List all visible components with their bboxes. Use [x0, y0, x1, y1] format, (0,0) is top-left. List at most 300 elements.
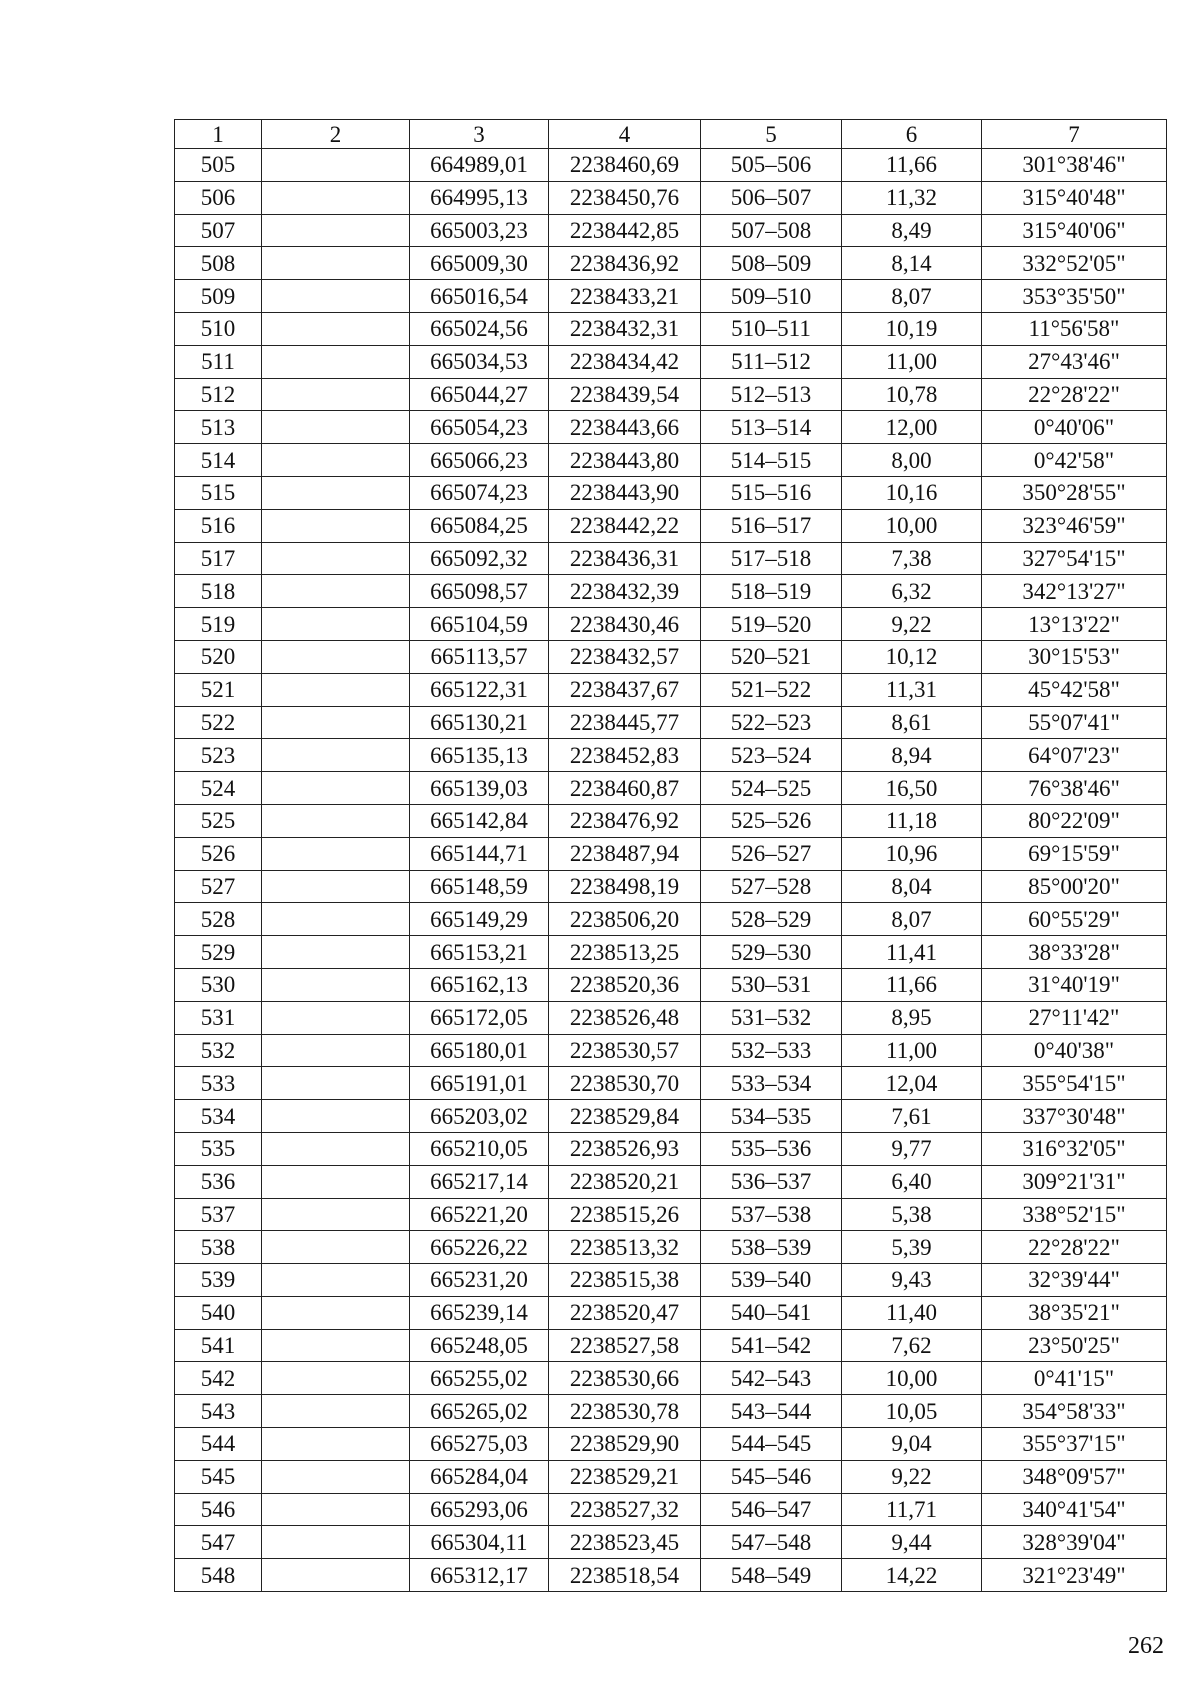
distance-cell: 9,43	[842, 1264, 982, 1297]
point-number-cell: 535	[175, 1132, 262, 1165]
x-coordinate-cell: 665074,23	[410, 476, 549, 509]
distance-cell: 11,00	[842, 1034, 982, 1067]
point-number-cell: 517	[175, 542, 262, 575]
table-row	[175, 772, 1167, 805]
empty-cell-cell	[262, 1100, 410, 1133]
x-coordinate-cell: 665149,29	[410, 903, 549, 936]
distance-cell: 10,16	[842, 476, 982, 509]
x-coordinate-cell: 665122,31	[410, 673, 549, 706]
point-number-cell: 541	[175, 1329, 262, 1362]
table-body	[175, 149, 1167, 1592]
point-number-cell: 542	[175, 1362, 262, 1395]
empty-cell-cell	[262, 444, 410, 477]
distance-cell: 11,66	[842, 968, 982, 1001]
bearing-cell: 350°28'55"	[982, 476, 1167, 509]
empty-cell-cell	[262, 1493, 410, 1526]
x-coordinate-cell: 665284,04	[410, 1460, 549, 1493]
distance-cell: 8,95	[842, 1001, 982, 1034]
segment-cell: 512–513	[701, 378, 842, 411]
distance-cell: 11,31	[842, 673, 982, 706]
x-coordinate-cell: 665226,22	[410, 1231, 549, 1264]
bearing-cell: 13°13'22"	[982, 608, 1167, 641]
segment-cell: 518–519	[701, 575, 842, 608]
distance-cell: 8,04	[842, 870, 982, 903]
coordinates-table-container	[174, 119, 1166, 1592]
empty-cell-cell	[262, 214, 410, 247]
table-row	[175, 476, 1167, 509]
y-coordinate-cell: 2238442,22	[549, 509, 701, 542]
empty-cell-cell	[262, 706, 410, 739]
empty-cell-cell	[262, 280, 410, 313]
y-coordinate-cell: 2238442,85	[549, 214, 701, 247]
coordinates-table	[174, 119, 1167, 1592]
y-coordinate-cell: 2238520,36	[549, 968, 701, 1001]
y-coordinate-cell: 2238452,83	[549, 739, 701, 772]
point-number-cell: 538	[175, 1231, 262, 1264]
bearing-cell: 60°55'29"	[982, 903, 1167, 936]
table-row	[175, 1329, 1167, 1362]
distance-cell: 5,39	[842, 1231, 982, 1264]
point-number-cell: 546	[175, 1493, 262, 1526]
x-coordinate-cell: 665003,23	[410, 214, 549, 247]
column-header: 7	[982, 120, 1167, 149]
x-coordinate-cell: 665113,57	[410, 640, 549, 673]
table-row	[175, 1231, 1167, 1264]
bearing-cell: 76°38'46"	[982, 772, 1167, 805]
table-row	[175, 1296, 1167, 1329]
table-row	[175, 804, 1167, 837]
x-coordinate-cell: 665221,20	[410, 1198, 549, 1231]
bearing-cell: 27°11'42"	[982, 1001, 1167, 1034]
distance-cell: 10,78	[842, 378, 982, 411]
bearing-cell: 32°39'44"	[982, 1264, 1167, 1297]
y-coordinate-cell: 2238520,21	[549, 1165, 701, 1198]
x-coordinate-cell: 665104,59	[410, 608, 549, 641]
x-coordinate-cell: 664989,01	[410, 149, 549, 182]
distance-cell: 7,38	[842, 542, 982, 575]
table-row	[175, 411, 1167, 444]
bearing-cell: 316°32'05"	[982, 1132, 1167, 1165]
table-row	[175, 1034, 1167, 1067]
distance-cell: 10,96	[842, 837, 982, 870]
y-coordinate-cell: 2238433,21	[549, 280, 701, 313]
point-number-cell: 537	[175, 1198, 262, 1231]
point-number-cell: 529	[175, 936, 262, 969]
segment-cell: 511–512	[701, 345, 842, 378]
table-row	[175, 1526, 1167, 1559]
distance-cell: 7,61	[842, 1100, 982, 1133]
empty-cell-cell	[262, 1460, 410, 1493]
segment-cell: 517–518	[701, 542, 842, 575]
distance-cell: 8,14	[842, 247, 982, 280]
point-number-cell: 516	[175, 509, 262, 542]
x-coordinate-cell: 665098,57	[410, 575, 549, 608]
x-coordinate-cell: 665034,53	[410, 345, 549, 378]
table-row	[175, 1001, 1167, 1034]
segment-cell: 525–526	[701, 804, 842, 837]
segment-cell: 541–542	[701, 1329, 842, 1362]
page-number: 262	[1128, 1633, 1164, 1659]
y-coordinate-cell: 2238530,57	[549, 1034, 701, 1067]
segment-cell: 515–516	[701, 476, 842, 509]
point-number-cell: 508	[175, 247, 262, 280]
empty-cell-cell	[262, 1296, 410, 1329]
x-coordinate-cell: 665144,71	[410, 837, 549, 870]
y-coordinate-cell: 2238513,32	[549, 1231, 701, 1264]
distance-cell: 11,00	[842, 345, 982, 378]
y-coordinate-cell: 2238529,21	[549, 1460, 701, 1493]
y-coordinate-cell: 2238430,46	[549, 608, 701, 641]
empty-cell-cell	[262, 378, 410, 411]
x-coordinate-cell: 665153,21	[410, 936, 549, 969]
empty-cell-cell	[262, 739, 410, 772]
x-coordinate-cell: 665203,02	[410, 1100, 549, 1133]
point-number-cell: 525	[175, 804, 262, 837]
segment-cell: 523–524	[701, 739, 842, 772]
bearing-cell: 22°28'22"	[982, 378, 1167, 411]
bearing-cell: 0°41'15"	[982, 1362, 1167, 1395]
segment-cell: 530–531	[701, 968, 842, 1001]
y-coordinate-cell: 2238498,19	[549, 870, 701, 903]
bearing-cell: 315°40'06"	[982, 214, 1167, 247]
x-coordinate-cell: 665130,21	[410, 706, 549, 739]
table-row	[175, 1100, 1167, 1133]
segment-cell: 543–544	[701, 1395, 842, 1428]
point-number-cell: 514	[175, 444, 262, 477]
segment-cell: 533–534	[701, 1067, 842, 1100]
point-number-cell: 530	[175, 968, 262, 1001]
x-coordinate-cell: 665293,06	[410, 1493, 549, 1526]
table-row	[175, 247, 1167, 280]
empty-cell-cell	[262, 312, 410, 345]
empty-cell-cell	[262, 1264, 410, 1297]
empty-cell-cell	[262, 1034, 410, 1067]
empty-cell-cell	[262, 1001, 410, 1034]
y-coordinate-cell: 2238476,92	[549, 804, 701, 837]
segment-cell: 529–530	[701, 936, 842, 969]
distance-cell: 11,40	[842, 1296, 982, 1329]
point-number-cell: 512	[175, 378, 262, 411]
x-coordinate-cell: 665139,03	[410, 772, 549, 805]
segment-cell: 526–527	[701, 837, 842, 870]
distance-cell: 11,18	[842, 804, 982, 837]
y-coordinate-cell: 2238527,58	[549, 1329, 701, 1362]
distance-cell: 5,38	[842, 1198, 982, 1231]
table-row	[175, 1362, 1167, 1395]
point-number-cell: 543	[175, 1395, 262, 1428]
point-number-cell: 526	[175, 837, 262, 870]
table-row	[175, 968, 1167, 1001]
y-coordinate-cell: 2238529,84	[549, 1100, 701, 1133]
empty-cell-cell	[262, 509, 410, 542]
table-row	[175, 1460, 1167, 1493]
x-coordinate-cell: 665009,30	[410, 247, 549, 280]
bearing-cell: 354°58'33"	[982, 1395, 1167, 1428]
distance-cell: 6,40	[842, 1165, 982, 1198]
segment-cell: 528–529	[701, 903, 842, 936]
empty-cell-cell	[262, 1132, 410, 1165]
y-coordinate-cell: 2238506,20	[549, 903, 701, 936]
y-coordinate-cell: 2238450,76	[549, 181, 701, 214]
x-coordinate-cell: 665084,25	[410, 509, 549, 542]
table-row	[175, 509, 1167, 542]
y-coordinate-cell: 2238529,90	[549, 1428, 701, 1461]
bearing-cell: 30°15'53"	[982, 640, 1167, 673]
x-coordinate-cell: 665191,01	[410, 1067, 549, 1100]
bearing-cell: 69°15'59"	[982, 837, 1167, 870]
table-header-row	[175, 120, 1167, 149]
table-row	[175, 608, 1167, 641]
table-row	[175, 542, 1167, 575]
bearing-cell: 55°07'41"	[982, 706, 1167, 739]
bearing-cell: 64°07'23"	[982, 739, 1167, 772]
x-coordinate-cell: 665092,32	[410, 542, 549, 575]
distance-cell: 10,00	[842, 509, 982, 542]
point-number-cell: 519	[175, 608, 262, 641]
distance-cell: 12,04	[842, 1067, 982, 1100]
empty-cell-cell	[262, 575, 410, 608]
empty-cell-cell	[262, 542, 410, 575]
point-number-cell: 539	[175, 1264, 262, 1297]
segment-cell: 521–522	[701, 673, 842, 706]
empty-cell-cell	[262, 1428, 410, 1461]
y-coordinate-cell: 2238434,42	[549, 345, 701, 378]
table-row	[175, 1395, 1167, 1428]
point-number-cell: 520	[175, 640, 262, 673]
y-coordinate-cell: 2238518,54	[549, 1559, 701, 1592]
x-coordinate-cell: 665066,23	[410, 444, 549, 477]
empty-cell-cell	[262, 149, 410, 182]
distance-cell: 8,49	[842, 214, 982, 247]
segment-cell: 540–541	[701, 1296, 842, 1329]
segment-cell: 534–535	[701, 1100, 842, 1133]
table-row	[175, 903, 1167, 936]
distance-cell: 8,00	[842, 444, 982, 477]
point-number-cell: 548	[175, 1559, 262, 1592]
empty-cell-cell	[262, 476, 410, 509]
bearing-cell: 38°35'21"	[982, 1296, 1167, 1329]
segment-cell: 524–525	[701, 772, 842, 805]
empty-cell-cell	[262, 1165, 410, 1198]
bearing-cell: 327°54'15"	[982, 542, 1167, 575]
segment-cell: 537–538	[701, 1198, 842, 1231]
column-header: 6	[842, 120, 982, 149]
distance-cell: 11,32	[842, 181, 982, 214]
y-coordinate-cell: 2238526,93	[549, 1132, 701, 1165]
distance-cell: 10,19	[842, 312, 982, 345]
bearing-cell: 22°28'22"	[982, 1231, 1167, 1264]
bearing-cell: 45°42'58"	[982, 673, 1167, 706]
x-coordinate-cell: 665162,13	[410, 968, 549, 1001]
empty-cell-cell	[262, 608, 410, 641]
table-row	[175, 575, 1167, 608]
table-row	[175, 936, 1167, 969]
empty-cell-cell	[262, 1526, 410, 1559]
distance-cell: 9,44	[842, 1526, 982, 1559]
point-number-cell: 505	[175, 149, 262, 182]
distance-cell: 12,00	[842, 411, 982, 444]
empty-cell-cell	[262, 1559, 410, 1592]
point-number-cell: 533	[175, 1067, 262, 1100]
segment-cell: 516–517	[701, 509, 842, 542]
table-row	[175, 280, 1167, 313]
table-row	[175, 1559, 1167, 1592]
distance-cell: 6,32	[842, 575, 982, 608]
y-coordinate-cell: 2238527,32	[549, 1493, 701, 1526]
point-number-cell: 513	[175, 411, 262, 444]
point-number-cell: 511	[175, 345, 262, 378]
y-coordinate-cell: 2238436,92	[549, 247, 701, 280]
bearing-cell: 315°40'48"	[982, 181, 1167, 214]
point-number-cell: 523	[175, 739, 262, 772]
distance-cell: 9,77	[842, 1132, 982, 1165]
bearing-cell: 338°52'15"	[982, 1198, 1167, 1231]
point-number-cell: 518	[175, 575, 262, 608]
column-header: 2	[262, 120, 410, 149]
x-coordinate-cell: 665304,11	[410, 1526, 549, 1559]
point-number-cell: 521	[175, 673, 262, 706]
x-coordinate-cell: 665148,59	[410, 870, 549, 903]
empty-cell-cell	[262, 1329, 410, 1362]
table-row	[175, 378, 1167, 411]
y-coordinate-cell: 2238460,69	[549, 149, 701, 182]
table-row	[175, 1165, 1167, 1198]
y-coordinate-cell: 2238513,25	[549, 936, 701, 969]
empty-cell-cell	[262, 247, 410, 280]
segment-cell: 506–507	[701, 181, 842, 214]
empty-cell-cell	[262, 936, 410, 969]
x-coordinate-cell: 665265,02	[410, 1395, 549, 1428]
point-number-cell: 528	[175, 903, 262, 936]
distance-cell: 11,66	[842, 149, 982, 182]
y-coordinate-cell: 2238460,87	[549, 772, 701, 805]
bearing-cell: 309°21'31"	[982, 1165, 1167, 1198]
bearing-cell: 353°35'50"	[982, 280, 1167, 313]
distance-cell: 9,22	[842, 608, 982, 641]
segment-cell: 531–532	[701, 1001, 842, 1034]
y-coordinate-cell: 2238436,31	[549, 542, 701, 575]
distance-cell: 7,62	[842, 1329, 982, 1362]
point-number-cell: 515	[175, 476, 262, 509]
empty-cell-cell	[262, 1395, 410, 1428]
x-coordinate-cell: 665172,05	[410, 1001, 549, 1034]
x-coordinate-cell: 665024,56	[410, 312, 549, 345]
empty-cell-cell	[262, 837, 410, 870]
bearing-cell: 31°40'19"	[982, 968, 1167, 1001]
table-row	[175, 149, 1167, 182]
table-row	[175, 870, 1167, 903]
x-coordinate-cell: 665312,17	[410, 1559, 549, 1592]
point-number-cell: 534	[175, 1100, 262, 1133]
bearing-cell: 11°56'58"	[982, 312, 1167, 345]
bearing-cell: 340°41'54"	[982, 1493, 1167, 1526]
y-coordinate-cell: 2238526,48	[549, 1001, 701, 1034]
empty-cell-cell	[262, 181, 410, 214]
y-coordinate-cell: 2238439,54	[549, 378, 701, 411]
point-number-cell: 547	[175, 1526, 262, 1559]
segment-cell: 509–510	[701, 280, 842, 313]
bearing-cell: 328°39'04"	[982, 1526, 1167, 1559]
empty-cell-cell	[262, 1067, 410, 1100]
distance-cell: 8,07	[842, 903, 982, 936]
segment-cell: 545–546	[701, 1460, 842, 1493]
column-header: 5	[701, 120, 842, 149]
segment-cell: 542–543	[701, 1362, 842, 1395]
bearing-cell: 0°40'06"	[982, 411, 1167, 444]
segment-cell: 510–511	[701, 312, 842, 345]
segment-cell: 522–523	[701, 706, 842, 739]
empty-cell-cell	[262, 804, 410, 837]
table-row	[175, 1198, 1167, 1231]
segment-cell: 532–533	[701, 1034, 842, 1067]
point-number-cell: 536	[175, 1165, 262, 1198]
point-number-cell: 506	[175, 181, 262, 214]
table-row	[175, 706, 1167, 739]
point-number-cell: 545	[175, 1460, 262, 1493]
x-coordinate-cell: 665180,01	[410, 1034, 549, 1067]
column-header: 1	[175, 120, 262, 149]
distance-cell: 10,12	[842, 640, 982, 673]
distance-cell: 8,61	[842, 706, 982, 739]
bearing-cell: 348°09'57"	[982, 1460, 1167, 1493]
point-number-cell: 527	[175, 870, 262, 903]
x-coordinate-cell: 665135,13	[410, 739, 549, 772]
bearing-cell: 342°13'27"	[982, 575, 1167, 608]
bearing-cell: 23°50'25"	[982, 1329, 1167, 1362]
table-row	[175, 673, 1167, 706]
y-coordinate-cell: 2238443,66	[549, 411, 701, 444]
point-number-cell: 532	[175, 1034, 262, 1067]
point-number-cell: 531	[175, 1001, 262, 1034]
segment-cell: 507–508	[701, 214, 842, 247]
y-coordinate-cell: 2238443,80	[549, 444, 701, 477]
segment-cell: 527–528	[701, 870, 842, 903]
distance-cell: 8,94	[842, 739, 982, 772]
bearing-cell: 0°42'58"	[982, 444, 1167, 477]
table-row	[175, 181, 1167, 214]
distance-cell: 11,41	[842, 936, 982, 969]
y-coordinate-cell: 2238523,45	[549, 1526, 701, 1559]
y-coordinate-cell: 2238432,39	[549, 575, 701, 608]
y-coordinate-cell: 2238432,57	[549, 640, 701, 673]
y-coordinate-cell: 2238445,77	[549, 706, 701, 739]
x-coordinate-cell: 665231,20	[410, 1264, 549, 1297]
empty-cell-cell	[262, 673, 410, 706]
table-row	[175, 345, 1167, 378]
table-row	[175, 312, 1167, 345]
empty-cell-cell	[262, 345, 410, 378]
x-coordinate-cell: 665044,27	[410, 378, 549, 411]
table-row	[175, 1493, 1167, 1526]
segment-cell: 548–549	[701, 1559, 842, 1592]
table-row	[175, 640, 1167, 673]
point-number-cell: 510	[175, 312, 262, 345]
x-coordinate-cell: 665275,03	[410, 1428, 549, 1461]
empty-cell-cell	[262, 968, 410, 1001]
x-coordinate-cell: 665016,54	[410, 280, 549, 313]
point-number-cell: 540	[175, 1296, 262, 1329]
table-row	[175, 1067, 1167, 1100]
distance-cell: 14,22	[842, 1559, 982, 1592]
bearing-cell: 337°30'48"	[982, 1100, 1167, 1133]
distance-cell: 10,05	[842, 1395, 982, 1428]
y-coordinate-cell: 2238443,90	[549, 476, 701, 509]
empty-cell-cell	[262, 870, 410, 903]
bearing-cell: 355°37'15"	[982, 1428, 1167, 1461]
bearing-cell: 27°43'46"	[982, 345, 1167, 378]
segment-cell: 547–548	[701, 1526, 842, 1559]
x-coordinate-cell: 665239,14	[410, 1296, 549, 1329]
